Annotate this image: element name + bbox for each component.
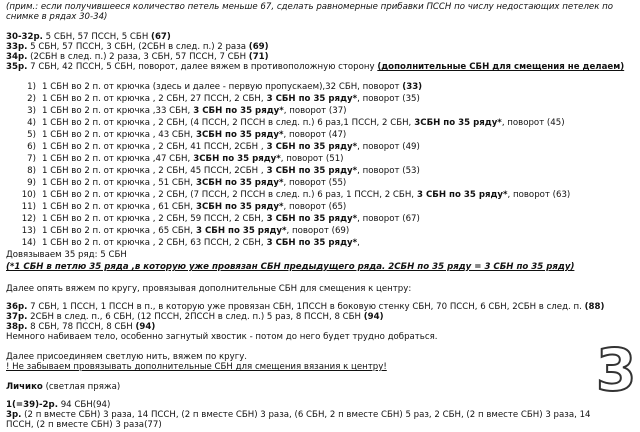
row-33: [6, 42, 269, 52]
step-item: 12) 1 СБН во 2 п. от крючка , 2 СБН, 59 ПССН, 2 СБН, 3 СБН по 35 ряду*, поворот (67): [21, 214, 420, 224]
row-count: (69): [248, 42, 269, 52]
row-34: [6, 52, 269, 62]
row-36: 36р. 7 СБН, 1 ПССН, 1 ПССН в п., в которую уже провязан СБН, 1ПССН в боковую стенку СБН, 70 ПССН, 6 СБН, 2СБН в след. п. (88): [6, 302, 605, 312]
row-label: 30-32р.: [6, 32, 43, 42]
row-text: (2СБН в след. п.) 2 раза, 3 СБН, 57 ПССН, 7 СБН: [30, 52, 247, 62]
face-row-1: 1(=39)-2р. 94 СБН(94): [6, 400, 111, 410]
row-35: [6, 62, 624, 72]
row-30-32: [6, 32, 171, 42]
light-intro: Далее присоединяем светлую нить, вяжем по кругу.: [6, 352, 248, 362]
row-label: 33р.: [6, 42, 28, 52]
reminder: ! Не забываем провязывать дополнительные СБН для смещения вязания к центру!: [6, 362, 387, 372]
face-row-3-cont: ПССН, (2 п вместе СБН) 3 раза(77): [6, 420, 162, 430]
note-line-1: (прим.: если получившееся количество петель меньше 67, сделать равномерные прибавки ПССН по числу недостающих петелек по: [6, 2, 614, 12]
step-item: 1) 1 СБН во 2 п. от крючка (здесь и далее - первую пропускаем),32 СБН, поворот (33): [27, 82, 423, 92]
row-count: (71): [248, 52, 269, 62]
row-text: 5 СБН, 57 ПССН, 5 СБН: [45, 32, 149, 42]
step-item: 4) 1 СБН во 2 п. от крючка , 2 СБН, (4 ПССН, 2 ПССН в след. п.) 6 раз,1 ПССН, 2 СБН, 3СБН по 35 ряду*, поворот (45): [27, 118, 565, 128]
step-item: 11) 1 СБН во 2 п. от крючка , 61 СБН, 3СБН по 35 ряду*, поворот (65): [21, 202, 347, 212]
row-text: 7 СБН, 42 ПССН, 5 СБН, поворот, далее вяжем в противоположную сторону: [30, 62, 375, 72]
row-label: 34р.: [6, 52, 28, 62]
step-item: 10) 1 СБН во 2 п. от крючка , 2 СБН, (7 ПССН, 2 ПССН в след. п.) 6 раз, 1 ПССН, 2 СБН, 3 СБН по 35 ряду*, поворот (63): [21, 190, 571, 200]
step-item: 2) 1 СБН во 2 п. от крючка , 2 СБН, 27 ПССН, 2 СБН, 3 СБН по 35 ряду*, поворот (35): [27, 94, 420, 104]
step-item: 5) 1 СБН во 2 п. от крючка , 43 СБН, 3СБН по 35 ряду*, поворот (47): [27, 130, 347, 140]
finish-row: Довязываем 35 ряд: 5 СБН: [6, 250, 127, 260]
section-subtitle: (светлая пряжа): [45, 382, 121, 392]
step-item: 6) 1 СБН во 2 п. от крючка , 2 СБН, 41 ПССН, 2СБН , 3 СБН по 35 ряду*, поворот (49): [27, 142, 420, 152]
face-row-3: 3р. (2 п вместе СБН) 3 раза, 14 ПССН, (2 п вместе СБН) 3 раза, (6 СБН, 2 п вместе СБН) 5 раз, 2 СБН, (2 п вместе СБН) 3 раза, 14: [6, 410, 591, 420]
row-count: (67): [151, 32, 171, 42]
body-note: Немного набиваем тело, особенно загнутый хвостик - потом до него будет трудно добраться.: [6, 332, 438, 342]
page-number: 3: [596, 336, 637, 404]
footnote: (*1 СБН в петлю 35 ряда ,в которую уже провязан СБН предыдущего ряда. 2СБН по 35 ряду = 3 СБН по 35 ряду): [6, 262, 575, 272]
step-item: 14) 1 СБН во 2 п. от крючка , 2 СБН, 63 ПССН, 2 СБН, 3 СБН по 35 ряду*,: [21, 238, 360, 248]
note-line-2: снимке в рядах 30-34): [6, 12, 108, 22]
row-text: 5 СБН, 57 ПССН, 3 СБН, (2СБН в след. п.) 2 раза: [30, 42, 247, 52]
step-item: 13) 1 СБН во 2 п. от крючка , 65 СБН, 3 СБН по 35 ряду*, поворот (69): [21, 226, 350, 236]
row-label: 35р.: [6, 62, 28, 72]
section-title: Личико: [6, 382, 43, 392]
step-item: 8) 1 СБН во 2 п. от крючка , 2 СБН, 45 ПССН, 2СБН , 3 СБН по 35 ряду*, поворот (53): [27, 166, 420, 176]
step-item: 3) 1 СБН во 2 п. от крючка ,33 СБН, 3 СБН по 35 ряду*, поворот (37): [27, 106, 347, 116]
row-37: 37р. 2СБН в след. п., 6 СБН, (12 ПССН, 2ПССН в след. п.) 5 раз, 8 ПССН, 8 СБН (94): [6, 312, 384, 322]
step-item: 7) 1 СБН во 2 п. от крючка ,47 СБН, 3СБН по 35 ряду*, поворот (51): [27, 154, 344, 164]
section-heading: [6, 382, 120, 392]
row-extra: (дополнительные СБН для смещения не делаем): [377, 62, 625, 72]
step-item: 9) 1 СБН во 2 п. от крючка , 51 СБН, 3СБН по 35 ряду*, поворот (55): [27, 178, 347, 188]
circle-intro: Далее опять вяжем по кругу, провязывая дополнительные СБН для смещения к центру:: [6, 284, 412, 294]
row-38: 38р. 8 СБН, 78 ПССН, 8 СБН (94): [6, 322, 156, 332]
